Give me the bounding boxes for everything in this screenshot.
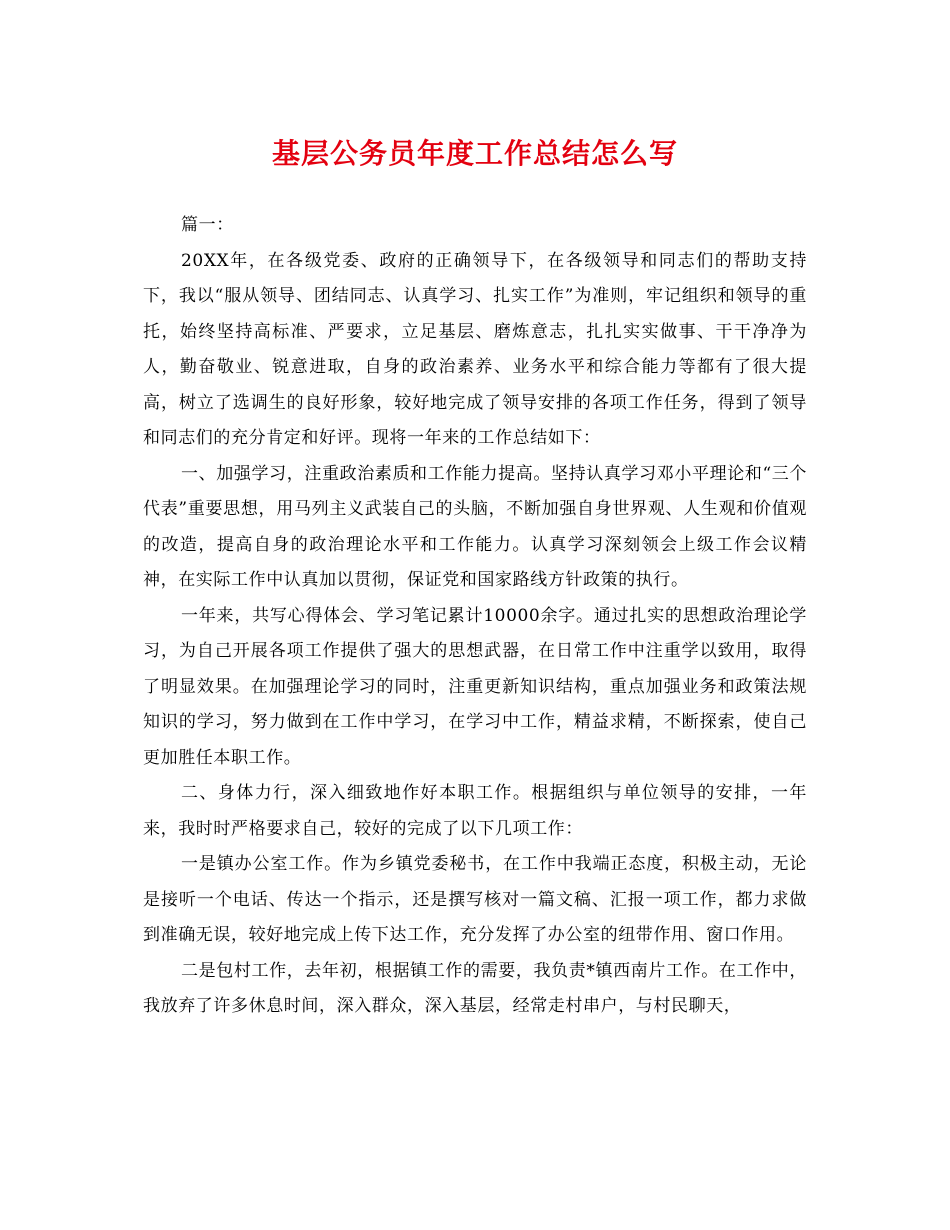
paragraph-point-two: 二、身体力行，深入细致地作好本职工作。根据组织与单位领导的安排，一年来，我时时严格要求自己，较好的完成了以下几项工作： xyxy=(143,783,807,839)
paragraph-intro: 20XX年，在各级党委、政府的正确领导下，在各级领导和同志们的帮助支持下，我以“服从领导、团结同志、认真学习、扎实工作”为准则，牢记组织和领导的重托，始终坚持高标准、严要求，立足基层、磨炼意志，扎扎实实做事、干干净净为人，勤奋敬业、锐意进取，自身的政治素养、业务水平和综合能力等都有了很大提高，树立了选调生的良好形象，较好地完成了领导安排的各项工作任务，得到了领导和同志们的充分肯定和好评。现将一年来的工作总结如下： xyxy=(143,250,807,448)
document-body xyxy=(143,208,807,1025)
paragraph-study-notes: 一年来，共写心得体会、学习笔记累计10000余字。通过扎实的思想政治理论学习，为自己开展各项工作提供了强大的思想武器，在日常工作中注重学以致用，取得了明显效果。在加强理论学习的同时，注重更新知识结构，重点加强业务和政策法规知识的学习，努力做到在工作中学习，在学习中工作，精益求精，不断探索，使自己更加胜任本职工作。 xyxy=(143,605,807,768)
paragraph-office-work: 一是镇办公室工作。作为乡镇党委秘书，在工作中我端正态度，积极主动，无论是接听一个电话、传达一个指示，还是撰写核对一篇文稿、汇报一项工作，都力求做到准确无误，较好地完成上传下达工作，充分发挥了办公室的纽带作用、窗口作用。 xyxy=(143,854,807,945)
paragraph-village-work: 二是包村工作，去年初，根据镇工作的需要，我负责*镇西南片工作。在工作中，我放弃了许多休息时间，深入群众，深入基层，经常走村串户，与村民聊天， xyxy=(143,960,807,1016)
paragraph-section-heading: 篇一： xyxy=(181,215,234,235)
paragraph-point-one: 一、加强学习，注重政治素质和工作能力提高。坚持认真学习邓小平理论和“三个代表”重要思想，用马列主义武装自己的头脑，不断加强自身世界观、人生观和价值观的改造，提高自身的政治理论水平和工作能力。认真学习深刻领会上级工作会议精神，在实际工作中认真加以贯彻，保证党和国家路线方针政策的执行。 xyxy=(143,463,807,590)
document-title: 基层公务员年度工作总结怎么写 xyxy=(271,137,678,170)
document-page xyxy=(143,0,807,1025)
